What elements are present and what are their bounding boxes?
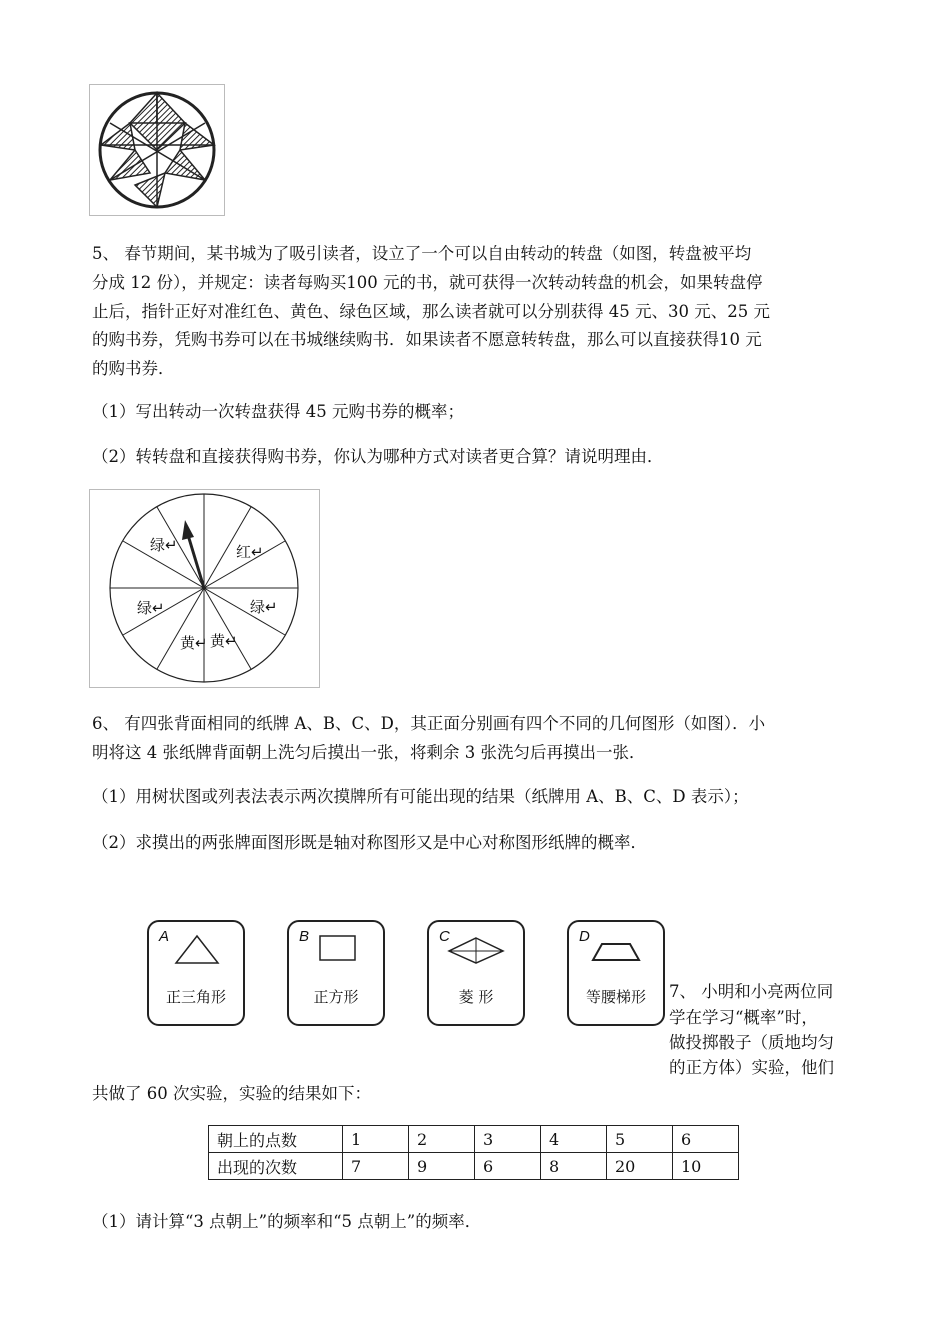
wheel-label-green-left: 绿↵ <box>137 599 165 617</box>
q5-line-3: 止后，指针正好对准红色、黄色、绿色区域，那么读者就可以分别获得 45 元、30 元、25 元 <box>92 302 770 321</box>
q6-line-2: 明将这 4 张纸牌背面朝上洗匀后摸出一张，将剩余 3 张洗匀后再摸出一张． <box>92 743 646 762</box>
trapezoid-icon <box>569 922 663 982</box>
card-d-name: 等腰梯形 <box>585 988 646 1006</box>
card-a <box>147 920 245 1026</box>
spinner-wheel-figure <box>89 489 320 688</box>
count-cell: 6 <box>475 1153 541 1180</box>
q5-line-4: 的购书券，凭购书券可以在书城继续购书．如果读者不愿意转转盘，那么可以直接获得10 元 <box>92 330 762 349</box>
card-c <box>427 920 525 1026</box>
count-cell: 9 <box>409 1153 475 1180</box>
card-a-letter: A <box>159 928 170 945</box>
q5-line-5: 的购书券． <box>92 359 175 378</box>
count-cell: 10 <box>673 1153 739 1180</box>
point-cell: 6 <box>673 1126 739 1153</box>
card-b-name: 正方形 <box>313 988 359 1006</box>
point-cell: 3 <box>475 1126 541 1153</box>
card-d <box>567 920 665 1026</box>
dice-results-table <box>208 1125 739 1180</box>
rhombus-icon <box>429 922 523 982</box>
table-row <box>209 1126 739 1153</box>
card-c-letter: C <box>439 928 450 945</box>
q5-line-2: 分成 12 份），并规定：读者每购买100 元的书，就可获得一次转动转盘的机会，如果转盘停 <box>92 273 763 292</box>
q7-side-line-1: 7、 小明和小亮两位同 <box>669 982 834 1001</box>
q7-cont-line: 共做了 60 次实验，实验的结果如下： <box>92 1084 371 1103</box>
point-cell: 4 <box>541 1126 607 1153</box>
card-a-name: 正三角形 <box>165 988 226 1006</box>
point-cell: 5 <box>607 1126 673 1153</box>
row1-header: 朝上的点数 <box>209 1126 343 1153</box>
card-b <box>287 920 385 1026</box>
wheel-label-yellow-right: 黄↵ <box>210 632 238 650</box>
q7-sub-1: （1）请计算“3 点朝上”的频率和“5 点朝上”的频率． <box>92 1212 482 1231</box>
q6-sub-1: （1）用树状图或列表法表示两次摸牌所有可能出现的结果（纸牌用 A、B、C、D 表示）； <box>92 787 749 806</box>
q7-side-line-3: 做投掷骰子（质地均匀 <box>669 1033 834 1052</box>
q6-sub-2: （2）求摸出的两张牌面图形既是轴对称图形又是中心对称图形纸牌的概率． <box>92 833 647 852</box>
card-d-letter: D <box>579 928 590 945</box>
wheel-label-yellow-left: 黄↵ <box>180 634 208 652</box>
count-cell: 7 <box>343 1153 409 1180</box>
point-cell: 2 <box>409 1126 475 1153</box>
row2-header: 出现的次数 <box>209 1153 343 1180</box>
star-circle-figure <box>89 84 225 216</box>
star-circle-drawing <box>90 85 224 215</box>
card-c-name: 菱 形 <box>458 988 494 1006</box>
point-cell: 1 <box>343 1126 409 1153</box>
spinner-wheel-drawing <box>90 490 319 687</box>
wheel-label-red: 红↵ <box>236 543 264 561</box>
wheel-label-green-top: 绿↵ <box>150 536 178 554</box>
count-cell: 8 <box>541 1153 607 1180</box>
table-row <box>209 1153 739 1180</box>
q5-line-1: 5、 春节期间，某书城为了吸引读者，设立了一个可以自由转动的转盘（如图，转盘被平均 <box>92 244 752 263</box>
q7-side-line-4: 的正方体）实验，他们 <box>669 1058 834 1077</box>
card-b-letter: B <box>299 928 310 945</box>
square-icon <box>289 922 383 982</box>
q7-side-line-2: 学在学习“概率”时， <box>669 1008 818 1027</box>
wheel-label-green-right: 绿↵ <box>250 598 278 616</box>
q5-sub-1: （1）写出转动一次转盘获得 45 元购书券的概率； <box>92 402 464 421</box>
q6-line-1: 6、 有四张背面相同的纸牌 A、B、C、D，其正面分别画有四个不同的几何图形（如图）．小 <box>92 714 766 733</box>
q5-sub-2: （2）转转盘和直接获得购书券，你认为哪种方式对读者更合算？请说明理由． <box>92 447 664 466</box>
triangle-icon <box>149 922 243 982</box>
count-cell: 20 <box>607 1153 673 1180</box>
